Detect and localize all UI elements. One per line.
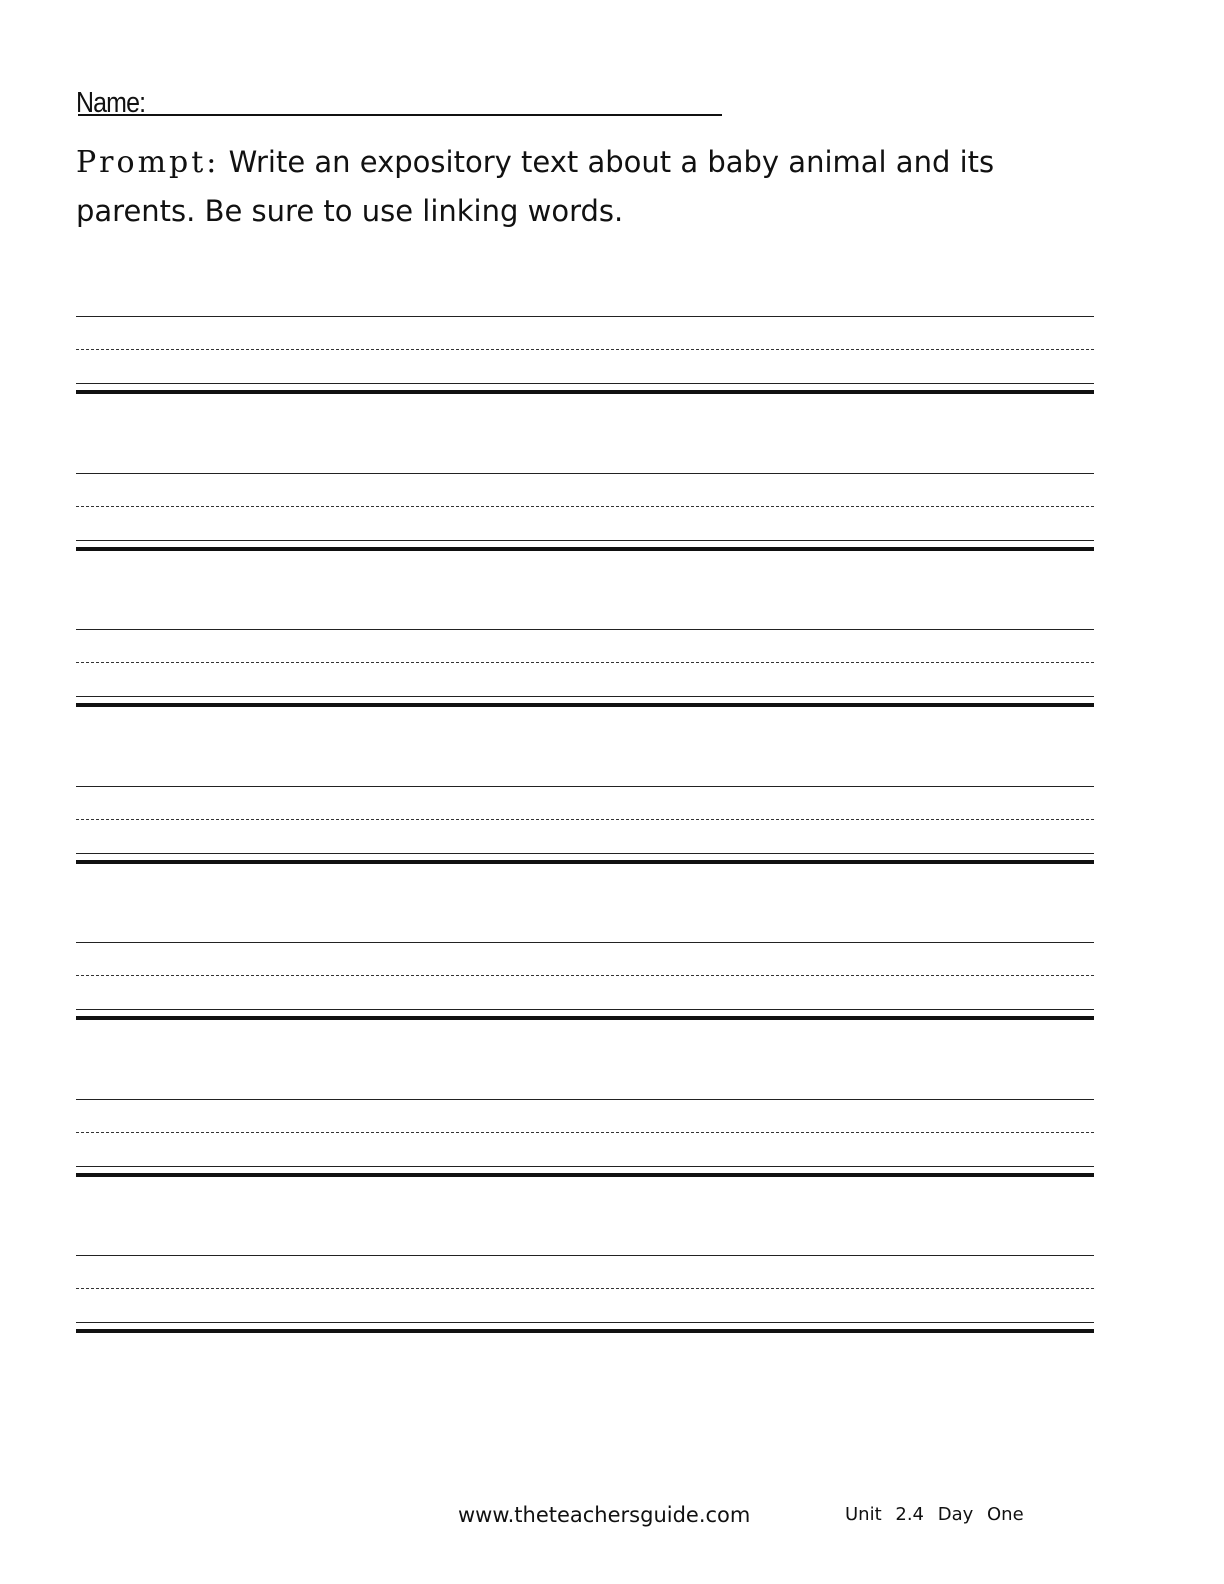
top-guide-line <box>76 1099 1094 1100</box>
footer-unit-day <box>845 1504 1024 1525</box>
prompt <box>76 138 1076 236</box>
writing-line-2[interactable] <box>76 473 1094 557</box>
name-label: Name: <box>76 87 146 119</box>
top-guide-line <box>76 1255 1094 1256</box>
dashed-mid-line <box>76 662 1094 663</box>
base-thick-line <box>76 547 1094 551</box>
base-thick-line <box>76 1016 1094 1020</box>
dashed-mid-line <box>76 819 1094 820</box>
base-thin-line <box>76 853 1094 854</box>
prompt-text: Write an expository text about a baby animal and its parents. Be sure to use linking words. <box>76 145 995 228</box>
dashed-mid-line <box>76 1132 1094 1133</box>
base-thick-line <box>76 390 1094 394</box>
base-thin-line <box>76 1166 1094 1167</box>
prompt-label: Prompt: <box>76 145 220 180</box>
footer-unit: Unit 2.4 <box>845 1504 924 1525</box>
name-row <box>76 78 156 118</box>
top-guide-line <box>76 942 1094 943</box>
writing-line-5[interactable] <box>76 942 1094 1026</box>
dashed-mid-line <box>76 1288 1094 1289</box>
writing-line-6[interactable] <box>76 1099 1094 1183</box>
writing-line-1[interactable] <box>76 316 1094 400</box>
top-guide-line <box>76 473 1094 474</box>
footer-website: www.theteachersguide.com <box>458 1503 751 1527</box>
writing-line-4[interactable] <box>76 786 1094 870</box>
writing-line-7[interactable] <box>76 1255 1094 1339</box>
top-guide-line <box>76 629 1094 630</box>
base-thin-line <box>76 1009 1094 1010</box>
dashed-mid-line <box>76 506 1094 507</box>
dashed-mid-line <box>76 975 1094 976</box>
top-guide-line <box>76 786 1094 787</box>
name-blank-line[interactable] <box>78 114 722 116</box>
base-thick-line <box>76 1329 1094 1333</box>
dashed-mid-line <box>76 349 1094 350</box>
base-thick-line <box>76 703 1094 707</box>
base-thin-line <box>76 1322 1094 1323</box>
base-thin-line <box>76 383 1094 384</box>
base-thin-line <box>76 696 1094 697</box>
writing-line-3[interactable] <box>76 629 1094 713</box>
base-thick-line <box>76 860 1094 864</box>
base-thin-line <box>76 540 1094 541</box>
footer-day: Day One <box>937 1504 1024 1525</box>
base-thick-line <box>76 1173 1094 1177</box>
top-guide-line <box>76 316 1094 317</box>
